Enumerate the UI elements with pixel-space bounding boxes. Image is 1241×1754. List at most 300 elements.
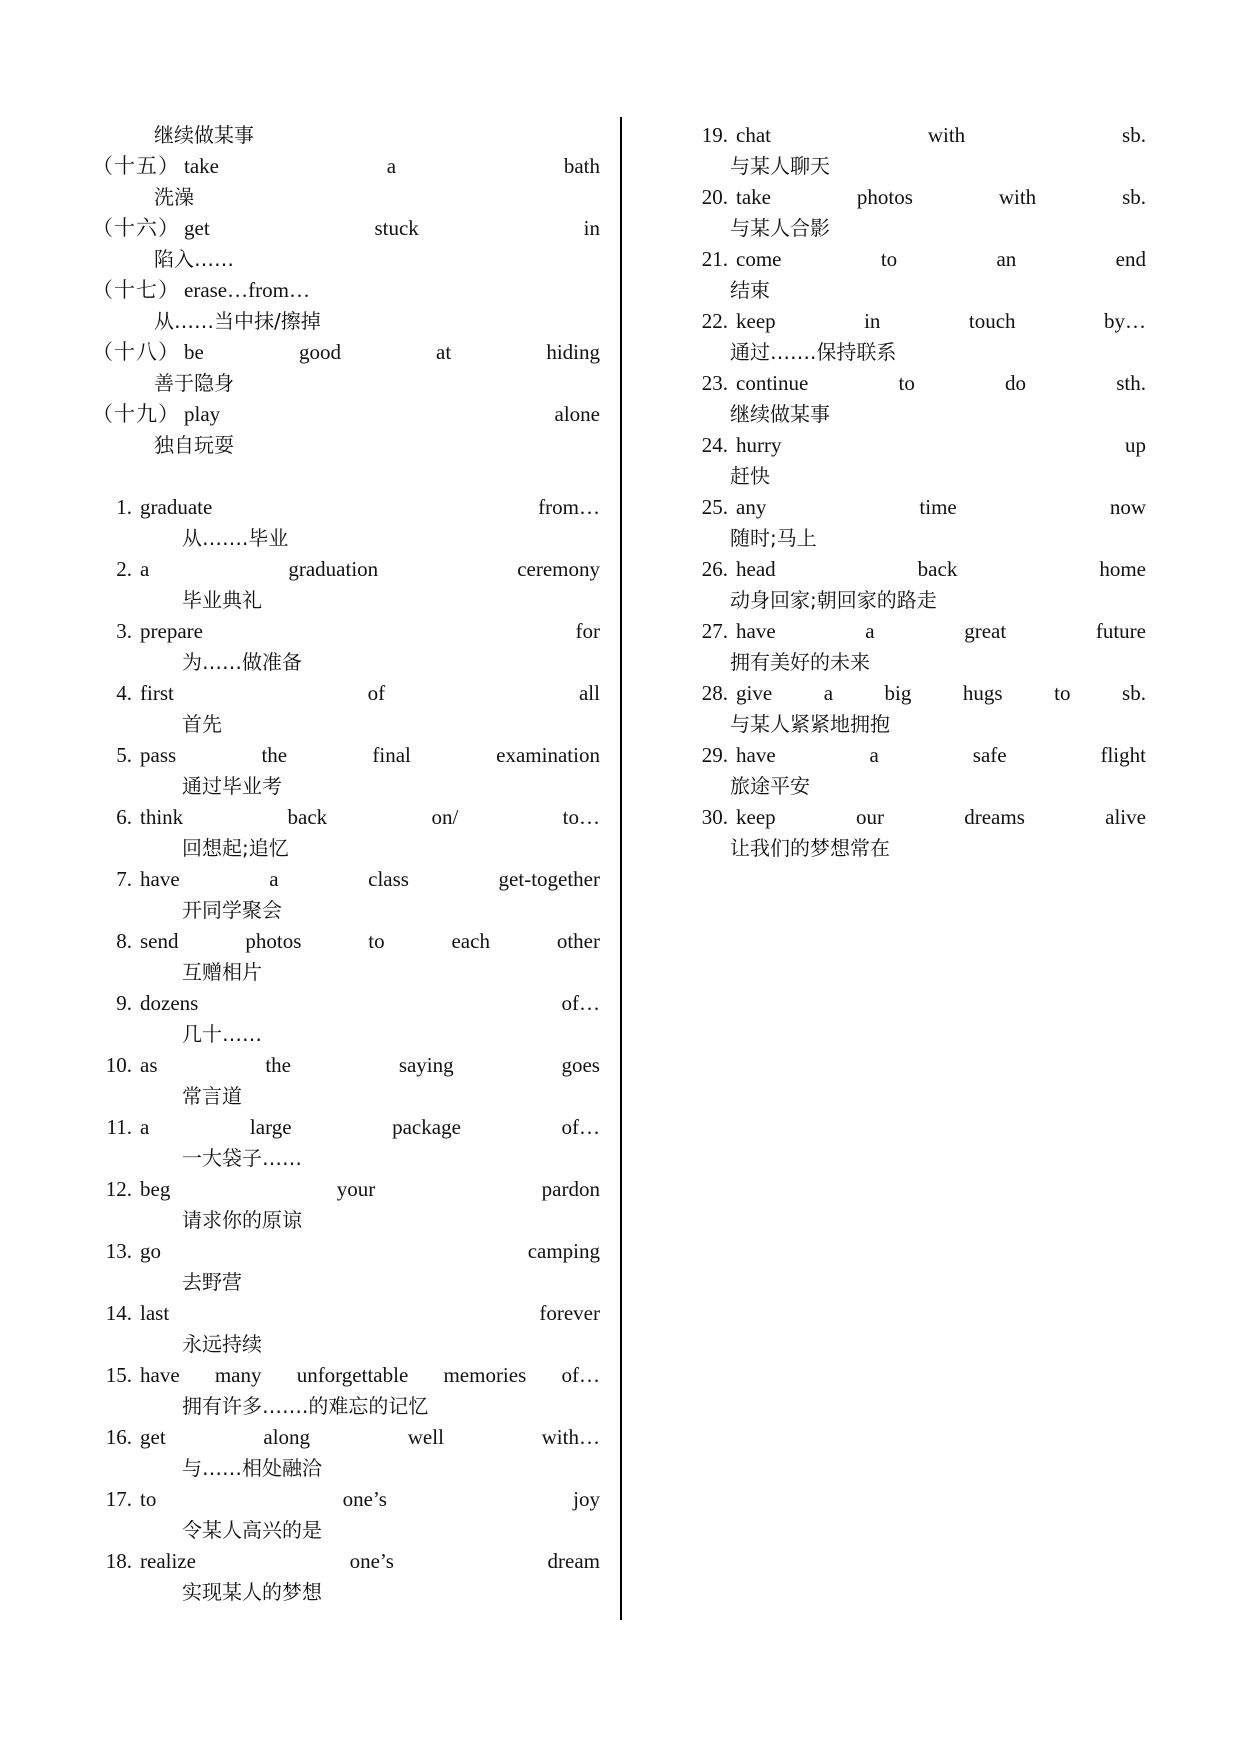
phrase-word: sb. — [1122, 681, 1146, 705]
phrase-word: many — [214, 1363, 262, 1387]
phrase-entry — [92, 1236, 600, 1298]
phrase-number: 6. — [116, 805, 132, 829]
phrase-word: at — [436, 340, 452, 364]
phrase-entry — [92, 926, 600, 988]
phrase-word: chat — [736, 123, 771, 147]
phrase-word: take — [184, 154, 219, 178]
phrase-word: a — [869, 743, 879, 767]
phrase-chinese-meaning: 令某人高兴的是 — [182, 1518, 322, 1542]
phrase-chinese-meaning: 拥有许多…….的难忘的记忆 — [182, 1394, 429, 1418]
phrase-words — [736, 306, 1146, 337]
phrase-english-line — [92, 864, 600, 895]
phrase-word: an — [996, 247, 1017, 271]
roman-phrase-entry — [92, 275, 600, 337]
phrase-chinese-meaning: 与某人合影 — [730, 216, 830, 240]
phrase-words — [140, 740, 600, 771]
phrase-chinese-meaning: 洗澡 — [154, 185, 194, 209]
phrase-chinese-meaning: 实现某人的梦想 — [182, 1580, 322, 1604]
phrase-word: your — [336, 1177, 376, 1201]
phrase-entry — [688, 740, 1146, 802]
phrase-english-line — [92, 1174, 600, 1205]
roman-phrase-entry — [92, 399, 600, 461]
phrase-number: 21. — [701, 247, 728, 271]
phrase-word: one’s — [342, 1487, 387, 1511]
phrase-word: with… — [541, 1425, 600, 1449]
phrase-english-line — [92, 802, 600, 833]
phrase-words — [736, 120, 1146, 151]
phrase-entry — [92, 1484, 600, 1546]
phrase-number: 22. — [701, 309, 728, 333]
phrase-word: as — [140, 1053, 158, 1077]
phrase-number: 11. — [106, 1115, 132, 1139]
phrase-words — [140, 1236, 600, 1267]
phrase-number: 25. — [701, 495, 728, 519]
phrase-chinese-meaning: 与某人紧紧地拥抱 — [730, 712, 890, 736]
phrase-word: alone — [554, 402, 600, 426]
phrase-chinese-meaning: 回想起;追忆 — [182, 836, 289, 860]
phrase-word: hugs — [962, 681, 1003, 705]
phrase-english-line — [688, 616, 1146, 647]
phrase-words — [736, 616, 1146, 647]
phrase-word: with — [998, 185, 1037, 209]
phrase-word: back — [917, 557, 958, 581]
phrase-words — [736, 678, 1146, 709]
phrase-word: joy — [573, 1487, 600, 1511]
phrase-word: one’s — [349, 1549, 394, 1573]
phrase-english-line — [92, 740, 600, 771]
phrase-entry — [688, 244, 1146, 306]
phrase-words — [140, 926, 600, 957]
phrase-number: 8. — [116, 929, 132, 953]
phrase-entry — [688, 554, 1146, 616]
phrase-words — [184, 275, 600, 306]
phrase-entry — [92, 554, 600, 616]
phrase-word: good — [298, 340, 341, 364]
phrase-words — [140, 1050, 600, 1081]
phrase-number: 2. — [116, 557, 132, 581]
phrase-chinese-meaning: 结束 — [730, 278, 770, 302]
phrase-chinese-meaning: 拥有美好的未来 — [730, 650, 870, 674]
phrase-words — [184, 337, 600, 368]
phrase-words — [140, 678, 600, 709]
phrase-word: a — [140, 1115, 150, 1139]
phrase-word: keep — [736, 309, 776, 333]
phrase-word: dream — [547, 1549, 600, 1573]
phrase-word: have — [736, 743, 776, 767]
phrase-number: 5. — [116, 743, 132, 767]
phrase-word: each — [451, 929, 490, 953]
phrase-word: get — [140, 1425, 166, 1449]
phrase-number: 23. — [701, 371, 728, 395]
roman-phrase-entry — [92, 151, 600, 213]
phrase-english-line — [688, 678, 1146, 709]
phrase-words — [140, 1546, 600, 1577]
phrase-english-line — [688, 492, 1146, 523]
phrase-word: forever — [539, 1301, 600, 1325]
phrase-chinese-meaning: 陷入…… — [154, 247, 234, 271]
phrase-word: get — [184, 216, 210, 240]
phrase-word: final — [372, 743, 411, 767]
phrase-word: to — [880, 247, 898, 271]
phrase-number: 28. — [701, 681, 728, 705]
phrase-word: great — [964, 619, 1007, 643]
phrase-word: graduate — [140, 495, 213, 519]
phrase-word: to — [368, 929, 385, 953]
phrase-word: in — [583, 216, 600, 240]
phrase-english-line — [92, 988, 600, 1019]
phrase-entry — [92, 1360, 600, 1422]
roman-marker: （十五） — [92, 154, 180, 178]
phrase-words — [140, 1484, 600, 1515]
phrase-number: 26. — [701, 557, 728, 581]
phrase-word: dozens — [140, 991, 199, 1015]
phrase-chinese-meaning: 毕业典礼 — [182, 588, 262, 612]
phrase-word: ceremony — [517, 557, 600, 581]
phrase-word: of… — [561, 1363, 600, 1387]
phrase-word: continue — [736, 371, 809, 395]
phrase-entry — [92, 1298, 600, 1360]
phrase-word: future — [1095, 619, 1146, 643]
phrase-word: in — [864, 309, 881, 333]
phrase-chinese-meaning: 通过毕业考 — [182, 774, 282, 798]
phrase-word: have — [140, 1363, 180, 1387]
phrase-word: a — [865, 619, 875, 643]
phrase-word: hiding — [546, 340, 600, 364]
phrase-word: think — [140, 805, 184, 829]
phrase-english-line — [92, 275, 600, 306]
phrase-word: sb. — [1122, 123, 1146, 147]
phrase-word: by… — [1103, 309, 1146, 333]
phrase-entry — [92, 616, 600, 678]
phrase-chinese-meaning: 独自玩耍 — [154, 433, 234, 457]
phrase-word: now — [1109, 495, 1146, 519]
phrase-entry — [688, 430, 1146, 492]
phrase-entry — [92, 1422, 600, 1484]
roman-phrase-entry — [92, 213, 600, 275]
phrase-entry — [92, 492, 600, 554]
phrase-word: our — [855, 805, 884, 829]
phrase-word: play — [184, 402, 221, 426]
phrase-entry — [92, 1174, 600, 1236]
phrase-word: photos — [856, 185, 913, 209]
phrase-english-line — [92, 1298, 600, 1329]
phrase-word: back — [287, 805, 328, 829]
phrase-number: 20. — [701, 185, 728, 209]
phrase-word: be — [184, 340, 204, 364]
phrase-word: prepare — [140, 619, 203, 643]
phrase-word: go — [140, 1239, 161, 1263]
phrase-english-line — [688, 368, 1146, 399]
phrase-words — [736, 492, 1146, 523]
phrase-word: to — [1054, 681, 1071, 705]
phrase-english-line — [688, 306, 1146, 337]
phrase-chinese-meaning: 为……做准备 — [182, 650, 302, 674]
phrase-english-line — [92, 616, 600, 647]
phrase-word: large — [249, 1115, 292, 1139]
phrase-english-line — [92, 492, 600, 523]
phrase-word: first — [140, 681, 174, 705]
phrase-word: a — [269, 867, 279, 891]
phrase-word: give — [736, 681, 773, 705]
phrase-word: end — [1115, 247, 1146, 271]
roman-marker: （十七） — [92, 278, 180, 302]
phrase-english-line — [92, 678, 600, 709]
phrase-english-line — [92, 1112, 600, 1143]
phrase-english-line — [688, 244, 1146, 275]
left-column — [92, 120, 600, 1608]
phrase-entry — [92, 1050, 600, 1112]
phrase-chinese-meaning: 一大袋子…… — [182, 1146, 302, 1170]
phrase-number: 10. — [105, 1053, 132, 1077]
phrase-word: dreams — [964, 805, 1025, 829]
top-cn-line: 继续做某事 — [154, 123, 254, 147]
phrase-words — [736, 182, 1146, 213]
phrase-word: any — [736, 495, 767, 519]
phrase-chinese-meaning: 动身回家;朝回家的路走 — [730, 588, 937, 612]
phrase-english-line — [92, 1484, 600, 1515]
phrase-word: pardon — [541, 1177, 600, 1201]
roman-marker: （十六） — [92, 216, 180, 240]
phrase-chinese-meaning: 开同学聚会 — [182, 898, 282, 922]
phrase-entry — [92, 864, 600, 926]
phrase-words — [140, 492, 600, 523]
phrase-chinese-meaning: 永远持续 — [182, 1332, 262, 1356]
phrase-word: class — [368, 867, 409, 891]
phrase-number: 3. — [116, 619, 132, 643]
phrase-number: 19. — [701, 123, 728, 147]
phrase-word: a — [823, 681, 834, 705]
phrase-word: head — [736, 557, 776, 581]
phrase-words — [736, 740, 1146, 771]
phrase-english-line — [92, 151, 600, 182]
phrase-entry — [688, 306, 1146, 368]
phrase-word: beg — [140, 1177, 171, 1201]
phrase-word: have — [140, 867, 180, 891]
phrase-words — [140, 616, 600, 647]
phrase-word: erase…from… — [184, 278, 310, 302]
phrase-word: alive — [1105, 805, 1146, 829]
phrase-words — [736, 430, 1146, 461]
phrase-chinese-meaning: 继续做某事 — [730, 402, 830, 426]
phrase-entry — [688, 678, 1146, 740]
phrase-words — [140, 1174, 600, 1205]
phrase-english-line — [92, 554, 600, 585]
phrase-number: 30. — [701, 805, 728, 829]
phrase-word: graduation — [288, 557, 379, 581]
phrase-english-line — [92, 926, 600, 957]
phrase-number: 7. — [116, 867, 132, 891]
phrase-word: send — [140, 929, 179, 953]
phrase-entry — [92, 678, 600, 740]
phrase-word: have — [736, 619, 776, 643]
phrase-english-line — [688, 740, 1146, 771]
phrase-english-line — [92, 399, 600, 430]
phrase-entry — [688, 616, 1146, 678]
phrase-english-line — [688, 430, 1146, 461]
roman-marker: （十八） — [92, 340, 180, 364]
phrase-word: time — [919, 495, 957, 519]
phrase-words — [736, 368, 1146, 399]
phrase-words — [140, 802, 600, 833]
phrase-entry — [688, 802, 1146, 864]
phrase-number: 1. — [116, 495, 132, 519]
phrase-word: pass — [140, 743, 177, 767]
phrase-english-line — [92, 213, 600, 244]
phrase-chinese-meaning: 去野营 — [182, 1270, 242, 1294]
phrase-words — [140, 1360, 600, 1391]
phrase-word: to — [140, 1487, 157, 1511]
phrase-words — [140, 864, 600, 895]
phrase-number: 27. — [701, 619, 728, 643]
phrase-words — [140, 1298, 600, 1329]
phrase-word: realize — [140, 1549, 196, 1573]
phrase-entry — [688, 492, 1146, 554]
phrase-entry — [688, 182, 1146, 244]
phrase-word: safe — [972, 743, 1007, 767]
phrase-chinese-meaning: 旅途平安 — [730, 774, 810, 798]
phrase-word: all — [578, 681, 600, 705]
phrase-entry — [92, 1546, 600, 1608]
phrase-number: 17. — [105, 1487, 132, 1511]
phrase-word: flight — [1100, 743, 1146, 767]
column-divider — [620, 117, 622, 1620]
phrase-chinese-meaning: 互赠相片 — [182, 960, 262, 984]
phrase-number: 4. — [116, 681, 132, 705]
phrase-chinese-meaning: 随时;马上 — [730, 526, 817, 550]
phrase-entry — [688, 368, 1146, 430]
phrase-word: of — [367, 681, 386, 705]
phrase-number: 13. — [105, 1239, 132, 1263]
phrase-word: keep — [736, 805, 776, 829]
phrase-number: 16. — [105, 1425, 132, 1449]
phrase-word: a — [386, 154, 397, 178]
phrase-words — [184, 213, 600, 244]
phrase-word: up — [1125, 433, 1146, 457]
phrase-chinese-meaning: 请求你的原谅 — [182, 1208, 302, 1232]
phrase-number: 12. — [105, 1177, 132, 1201]
phrase-chinese-meaning: 从……当中抹/擦掉 — [154, 309, 321, 333]
phrase-number: 9. — [116, 991, 132, 1015]
phrase-entry — [92, 740, 600, 802]
phrase-word: the — [261, 743, 288, 767]
phrase-words — [140, 1422, 600, 1453]
phrase-entry — [688, 120, 1146, 182]
phrase-words — [736, 244, 1146, 275]
phrase-word: to… — [562, 805, 600, 829]
phrase-word: hurry — [736, 433, 782, 457]
phrase-chinese-meaning: 通过…….保持联系 — [730, 340, 897, 364]
phrase-word: examination — [496, 743, 600, 767]
phrase-chinese-meaning: 首先 — [182, 712, 222, 736]
phrase-word: take — [736, 185, 771, 209]
phrase-words — [736, 802, 1146, 833]
phrase-word: from… — [538, 495, 600, 519]
phrase-words — [140, 1112, 600, 1143]
phrase-words — [140, 988, 600, 1019]
phrase-word: for — [575, 619, 600, 643]
phrase-words — [736, 554, 1146, 585]
right-column — [688, 120, 1146, 864]
section-gap — [92, 461, 600, 492]
phrase-english-line — [688, 120, 1146, 151]
phrase-chinese-meaning: 让我们的梦想常在 — [730, 836, 890, 860]
phrase-english-line — [92, 1360, 600, 1391]
phrase-english-line — [92, 1236, 600, 1267]
phrase-number: 29. — [701, 743, 728, 767]
phrase-word: camping — [527, 1239, 600, 1263]
phrase-chinese-meaning: 与……相处融洽 — [182, 1456, 322, 1480]
phrase-word: last — [140, 1301, 170, 1325]
roman-phrase-list — [92, 151, 600, 461]
phrase-chinese-meaning: 赶快 — [730, 464, 770, 488]
phrase-number: 24. — [701, 433, 728, 457]
phrase-word: come — [736, 247, 782, 271]
phrase-word: saying — [398, 1053, 454, 1077]
phrase-word: package — [392, 1115, 461, 1139]
phrase-chinese-meaning: 与某人聊天 — [730, 154, 830, 178]
phrase-english-line — [688, 802, 1146, 833]
roman-marker: （十九） — [92, 402, 180, 426]
phrase-entry — [92, 988, 600, 1050]
phrase-chinese-meaning: 从…….毕业 — [182, 526, 289, 550]
phrase-words — [184, 151, 600, 182]
phrase-word: well — [407, 1425, 444, 1449]
phrase-word: stuck — [374, 216, 419, 240]
phrase-word: memories — [443, 1363, 527, 1387]
phrase-word: with — [927, 123, 966, 147]
numbered-phrase-list-right — [688, 120, 1146, 864]
numbered-phrase-list-left — [92, 492, 600, 1608]
phrase-word: touch — [968, 309, 1016, 333]
phrase-word: unforgettable — [296, 1363, 409, 1387]
phrase-word: get-together — [498, 867, 600, 891]
phrase-word: a — [140, 557, 150, 581]
phrase-word: along — [263, 1425, 311, 1449]
phrase-word: do — [1005, 371, 1027, 395]
phrase-word: other — [556, 929, 600, 953]
phrase-words — [140, 554, 600, 585]
phrase-english-line — [688, 554, 1146, 585]
phrase-number: 15. — [105, 1363, 132, 1387]
phrase-entry — [92, 1112, 600, 1174]
phrase-word: big — [884, 681, 912, 705]
phrase-word: photos — [245, 929, 302, 953]
phrase-english-line — [92, 1546, 600, 1577]
roman-phrase-entry — [92, 337, 600, 399]
phrase-word: of… — [561, 991, 600, 1015]
phrase-english-line — [92, 1050, 600, 1081]
phrase-word: goes — [561, 1053, 600, 1077]
phrase-entry — [92, 802, 600, 864]
phrase-word: the — [265, 1053, 291, 1077]
phrase-word: bath — [563, 154, 600, 178]
phrase-word: on/ — [431, 805, 459, 829]
phrase-words — [184, 399, 600, 430]
phrase-word: sth. — [1116, 371, 1146, 395]
phrase-english-line — [92, 1422, 600, 1453]
phrase-chinese-meaning: 善于隐身 — [154, 371, 234, 395]
phrase-word: sb. — [1122, 185, 1146, 209]
phrase-english-line — [688, 182, 1146, 213]
phrase-english-line — [92, 337, 600, 368]
phrase-chinese-meaning: 几十…… — [182, 1022, 262, 1046]
phrase-word: of… — [561, 1115, 600, 1139]
phrase-number: 18. — [105, 1549, 132, 1573]
phrase-chinese-meaning: 常言道 — [182, 1084, 242, 1108]
phrase-word: to — [898, 371, 915, 395]
phrase-word: home — [1099, 557, 1146, 581]
phrase-number: 14. — [105, 1301, 132, 1325]
